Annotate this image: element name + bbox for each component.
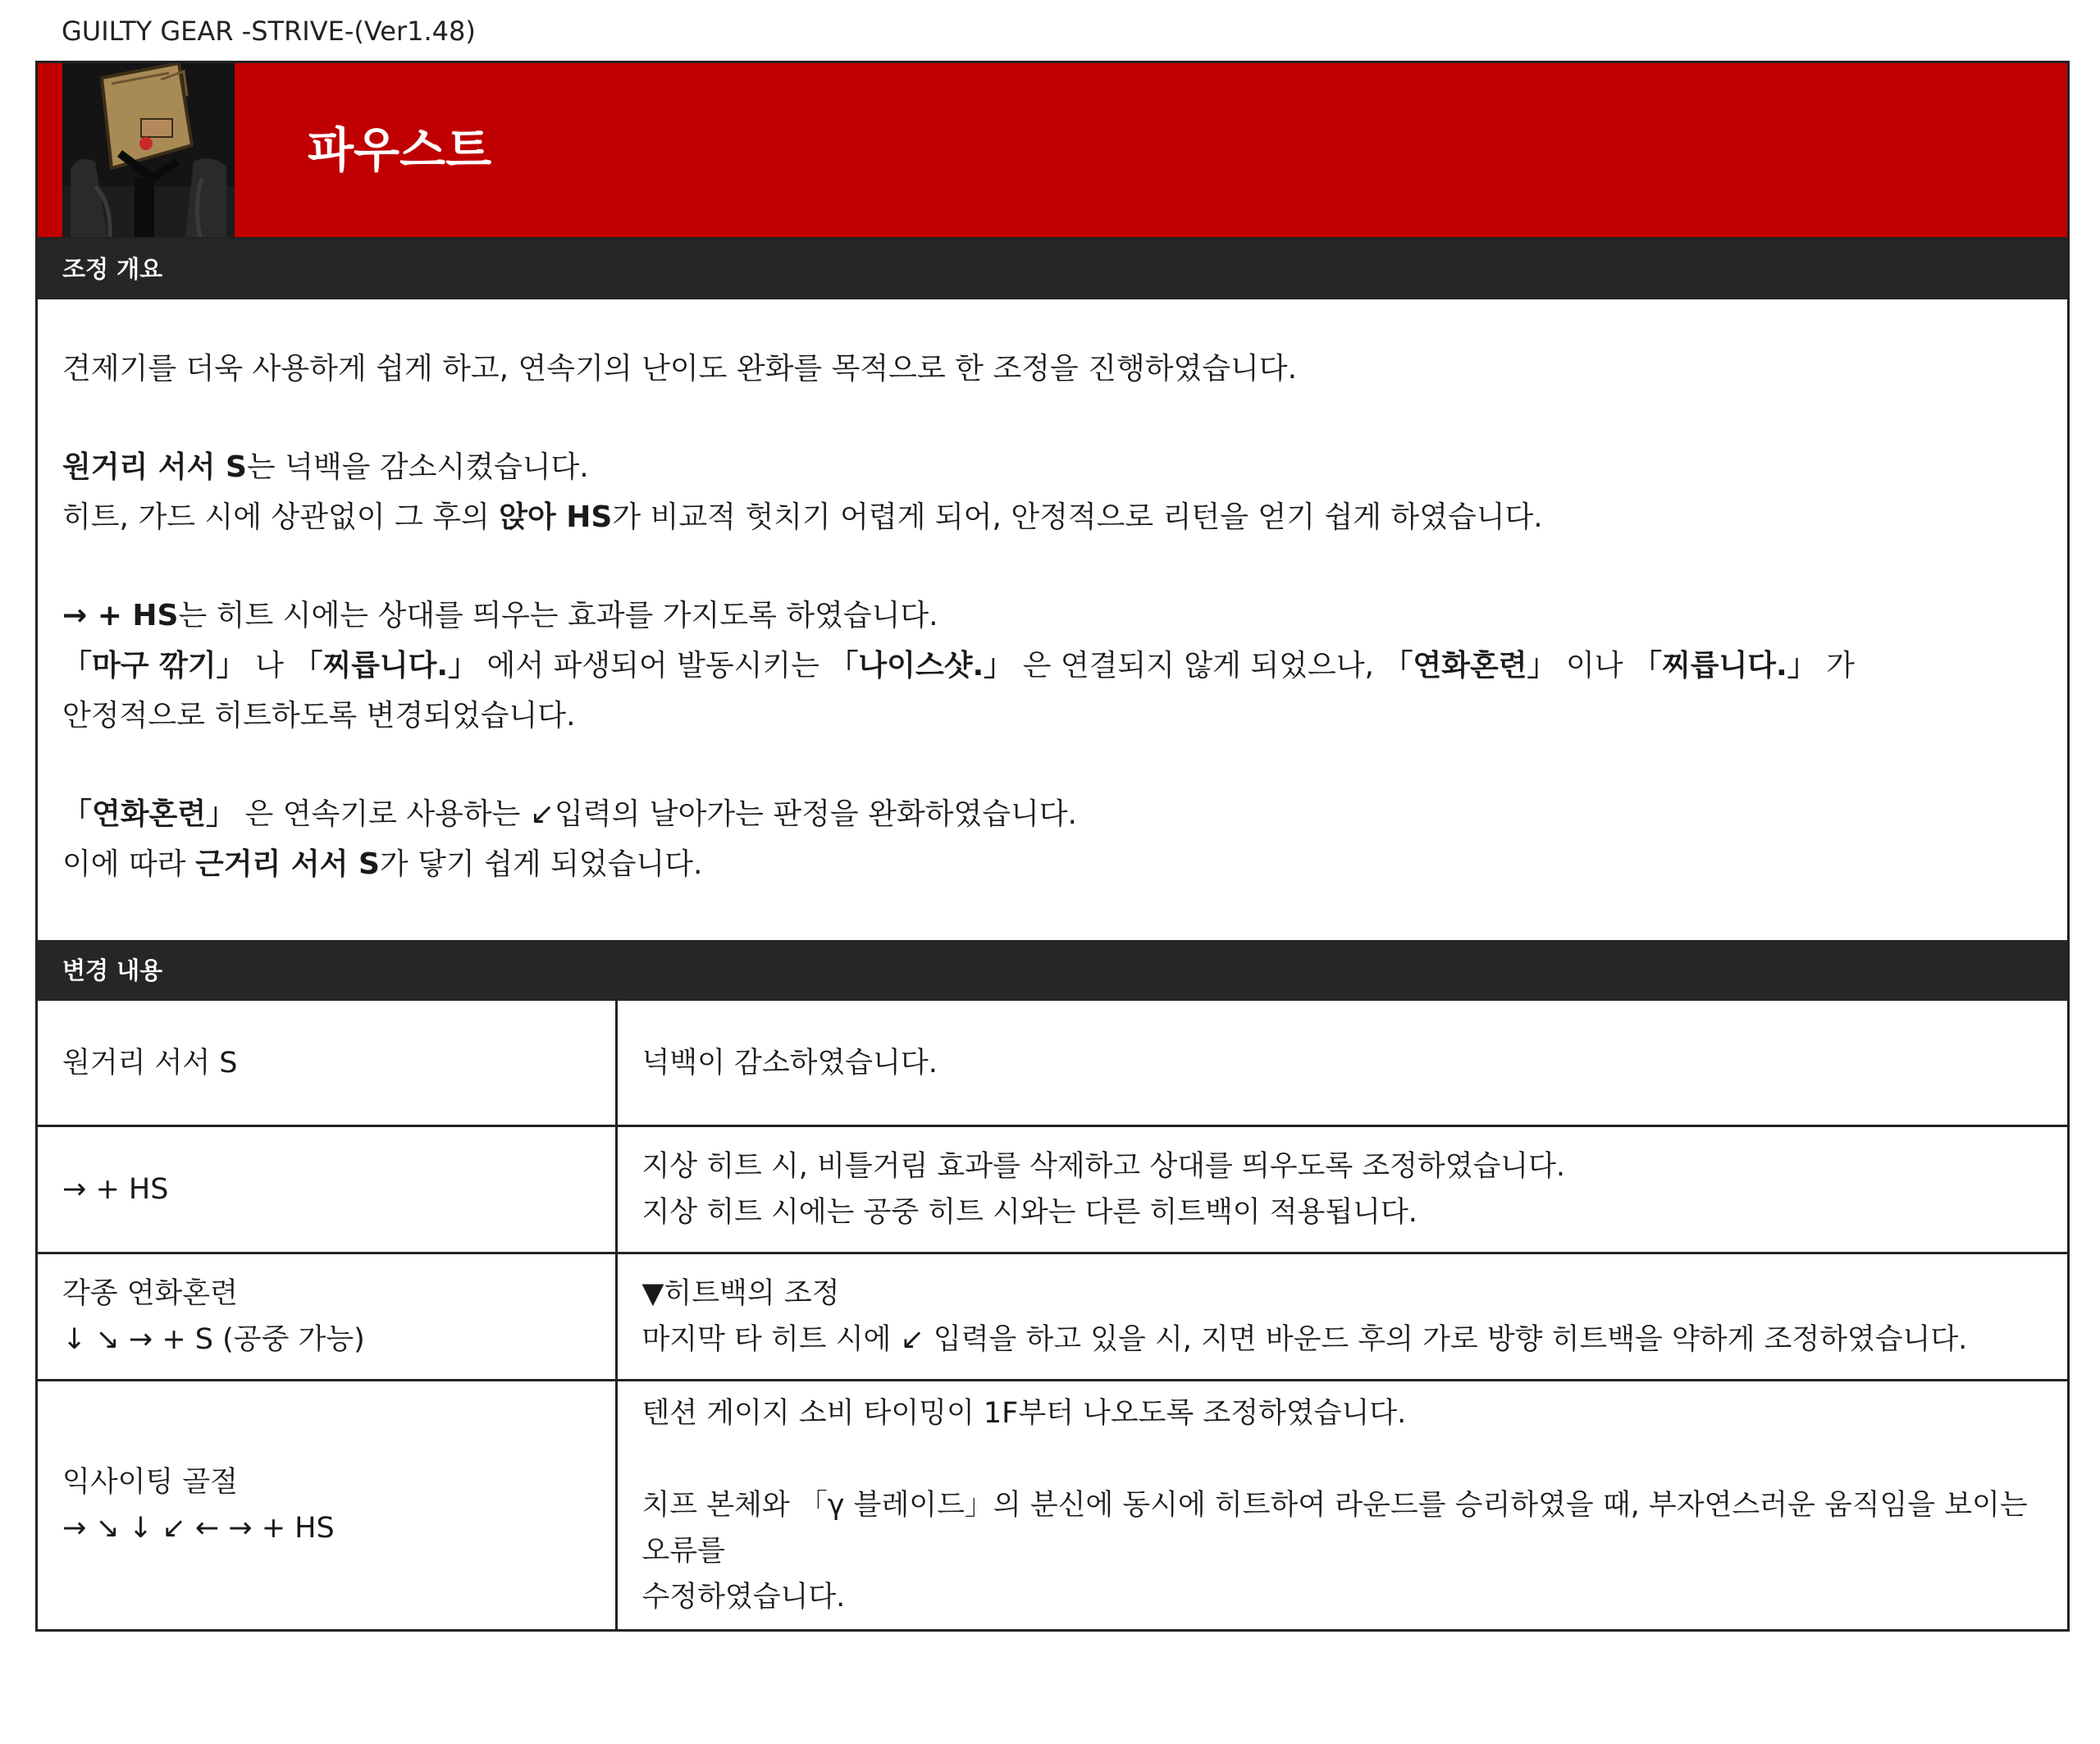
- summary-paragraph-4: [62, 789, 2043, 889]
- move-name: 근거리 서서 S: [195, 847, 380, 881]
- description-line: 지상 히트 시에는 공중 히트 시와는 다른 히트백이 적용됩니다.: [641, 1196, 1418, 1229]
- move-cell: [38, 1253, 616, 1381]
- description-cell: [616, 1126, 2067, 1253]
- summary-body: [38, 299, 2067, 940]
- move-name: 앉아 HS: [499, 500, 613, 534]
- text-span: 이나: [1556, 649, 1632, 683]
- table-row: [38, 1381, 2067, 1630]
- character-banner: [38, 63, 2067, 239]
- text-span: 이에 따라: [62, 847, 195, 881]
- character-portrait: [62, 63, 235, 237]
- description-cell: [616, 1253, 2067, 1381]
- move-name: 「찌릅니다.」: [1632, 649, 1817, 683]
- move-name: 「나이스샷.」: [829, 649, 1014, 683]
- document-title: GUILTY GEAR -STRIVE-(Ver1.48): [62, 16, 476, 47]
- move-label: → + HS: [62, 1173, 169, 1206]
- move-name: 「연화혼련」: [62, 797, 236, 831]
- move-label: 원거리 서서 S: [62, 1046, 238, 1080]
- line-spacer: [642, 1436, 2043, 1482]
- description-line: ▼히트백의 조정: [641, 1277, 840, 1310]
- summary-section-heading: 조정 개요: [38, 239, 2067, 299]
- description-line: 수정하였습니다.: [641, 1581, 846, 1614]
- summary-paragraph-1: 견제기를 더욱 사용하게 쉽게 하고, 연속기의 난이도 완화를 목적으로 한 조정을 진행하였습니다.: [62, 352, 1298, 386]
- text-span: 은 연속기로 사용하는 ↙입력의 날아가는 판정을 완화하였습니다.: [235, 797, 1077, 831]
- table-row: [38, 1126, 2067, 1253]
- text-span: 히트, 가드 시에 상관없이 그 후의: [62, 500, 500, 534]
- description-line: 치프 본체와 「γ 블레이드」의 분신에 동시에 히트하여 라운드를 승리하였을 때, 부자연스러운 움직임을 보이는 오류를: [641, 1489, 2028, 1568]
- move-input: → ↘ ↓ ↙ ← → + HS: [62, 1512, 335, 1545]
- text-span: 은 연결되지 않게 되었으나,: [1013, 649, 1384, 683]
- changes-table: [38, 1001, 2067, 1629]
- text-span: 가 닿기 쉽게 되었습니다.: [379, 847, 703, 881]
- text-span: 는 넉백을 감소시켰습니다.: [246, 450, 589, 484]
- move-name: 「연화혼련」: [1383, 649, 1557, 683]
- move-cell: [38, 1381, 616, 1630]
- text-span: 가 비교적 헛치기 어렵게 되어, 안정적으로 리턴을 얻기 쉽게 하였습니다.: [612, 500, 1543, 534]
- text-span: 는 히트 시에는 상대를 띄우는 효과를 가지도록 하였습니다.: [178, 599, 938, 632]
- text-span: 나: [245, 649, 294, 683]
- text-span: 에서 파생되어 발동시키는: [477, 649, 829, 683]
- summary-paragraph-3: [62, 591, 2043, 741]
- move-name: 「마구 깎기」: [62, 649, 246, 683]
- move-input: ↓ ↘ → + S (공중 가능): [62, 1323, 365, 1356]
- text-span: 가: [1816, 649, 1855, 683]
- changes-section-heading: 변경 내용: [38, 940, 2067, 1001]
- move-label: 익사이팅 골절: [62, 1466, 238, 1499]
- description-cell: [616, 1381, 2067, 1630]
- character-name: 파우스트: [308, 122, 492, 178]
- move-name: 원거리 서서 S: [62, 450, 247, 484]
- description-line: 지상 히트 시, 비틀거림 효과를 삭제하고 상대를 띄우도록 조정하였습니다.: [641, 1150, 1566, 1183]
- summary-paragraph-2: [62, 442, 2043, 542]
- description-line: 텐션 게이지 소비 타이밍이 1F부터 나오도록 조정하였습니다.: [641, 1397, 1407, 1430]
- description-line: 마지막 타 히트 시에 ↙ 입력을 하고 있을 시, 지면 바운드 후의 가로 방향 히트백을 약하게 조정하였습니다.: [641, 1323, 1968, 1356]
- move-name: → + HS: [62, 599, 179, 632]
- move-cell: [38, 1001, 616, 1126]
- table-row: [38, 1253, 2067, 1381]
- description-line: 넉백이 감소하였습니다.: [641, 1046, 938, 1080]
- move-name: 「찌릅니다.」: [293, 649, 478, 683]
- table-row: [38, 1001, 2067, 1126]
- description-cell: [616, 1001, 2067, 1126]
- faust-portrait-image: [62, 63, 235, 237]
- patch-note-sheet: [35, 61, 2070, 1632]
- move-cell: [38, 1126, 616, 1253]
- text-span: 안정적으로 히트하도록 변경되었습니다.: [62, 699, 576, 733]
- move-label: 각종 연화혼련: [62, 1277, 238, 1310]
